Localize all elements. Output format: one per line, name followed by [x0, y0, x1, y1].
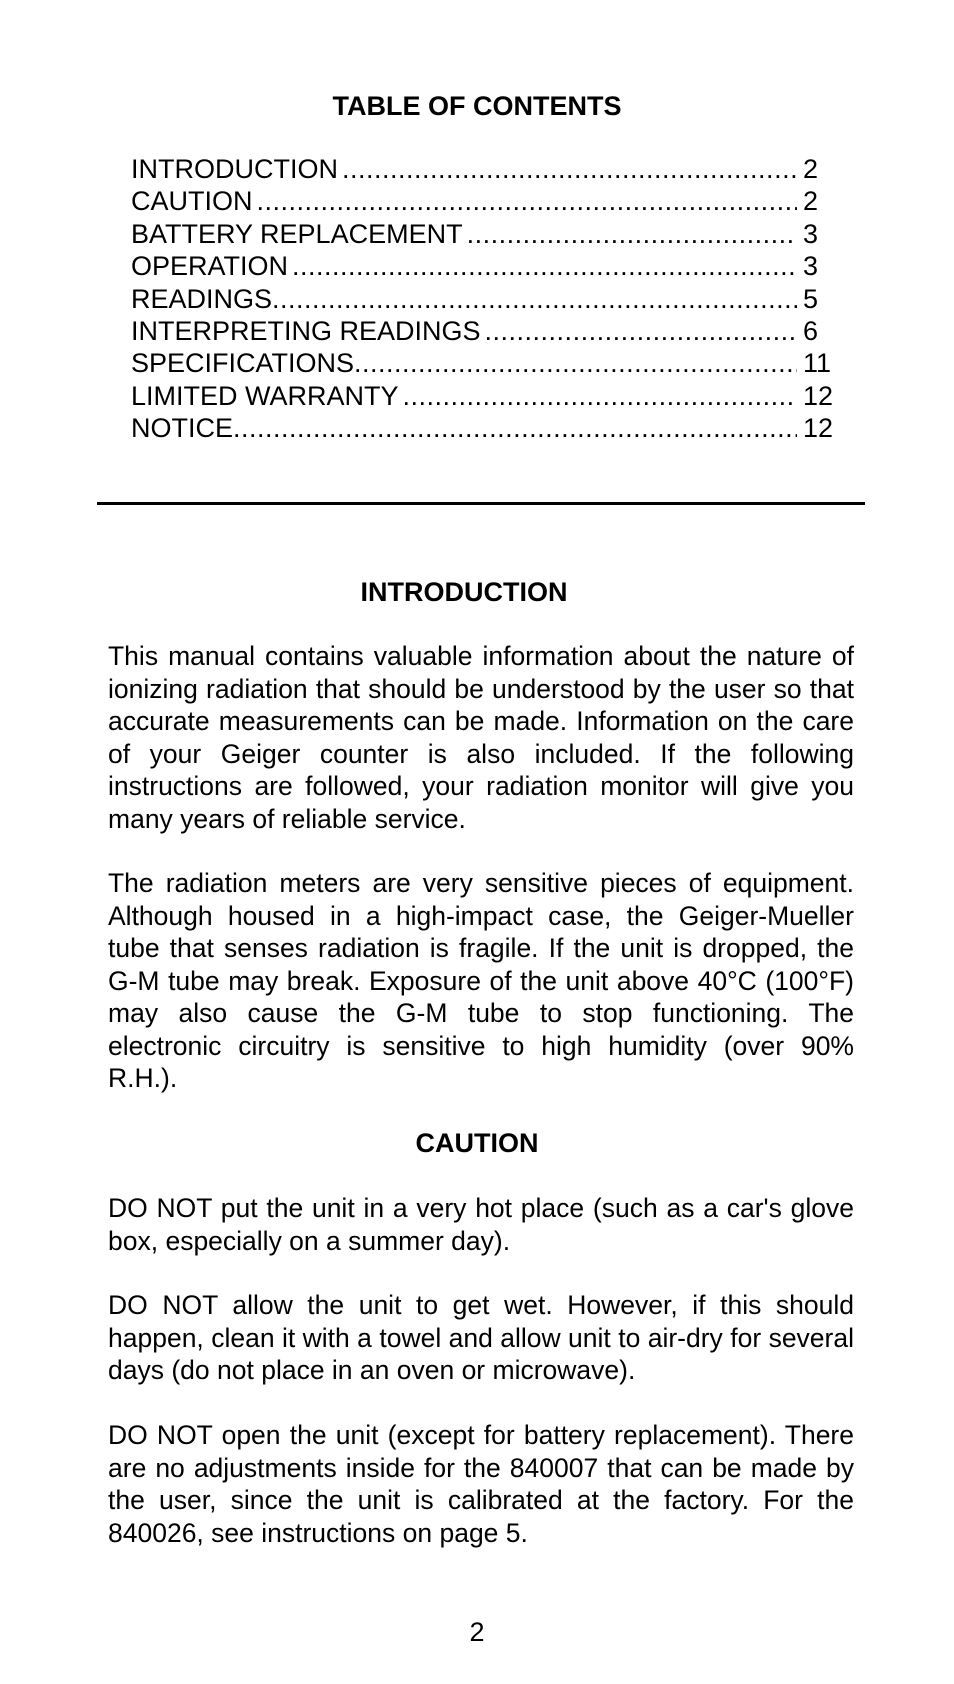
- toc-leader-dots: [233, 412, 797, 444]
- toc-leader-dots: [467, 218, 797, 250]
- toc-entry-battery-replacement: [131, 218, 835, 250]
- toc-entry-page: 3: [803, 218, 819, 249]
- toc-entry-readings: [131, 283, 835, 315]
- toc-entry-page: 3: [803, 251, 819, 282]
- toc-leader-dots: [342, 153, 797, 185]
- toc-entry-page: 6: [803, 316, 819, 347]
- toc-entry-title: BATTERY REPLACEMENT: [131, 218, 463, 249]
- toc-entry-notice: [131, 412, 835, 444]
- toc-leader-dots: [272, 283, 797, 315]
- introduction-paragraph-2: The radiation meters are very sensitive pieces of equipment. Although housed in a high-impact case, the Geiger-Mueller tube that senses radiation is fragile. If the unit is dropped, the G-M tube may break. Exposure of the unit above 40°C (100°F) may also cause the G-M tube to stop functioning. The electronic circuitry is sensitive to high humidity (over 90% R.H.).: [108, 868, 854, 1093]
- toc-leader-dots: [257, 185, 798, 217]
- toc-title: TABLE OF CONTENTS: [332, 91, 622, 121]
- section-divider: [97, 502, 865, 505]
- toc-leader-dots: [292, 250, 797, 282]
- toc-leader-dots: [403, 380, 797, 412]
- toc-entry-page: 5: [803, 283, 819, 314]
- page-number: 2: [469, 1617, 485, 1647]
- toc-entry-title: OPERATION: [131, 251, 289, 282]
- toc-entry-page: 11: [803, 348, 832, 379]
- toc-entry-page: 12: [803, 380, 834, 411]
- toc-entry-title: INTERPRETING READINGS: [131, 316, 481, 347]
- toc-entry-page: 2: [803, 186, 819, 217]
- toc-entry-operation: [131, 250, 835, 282]
- toc-entry-limited-warranty: [131, 380, 835, 412]
- toc-entry-page: 12: [803, 413, 834, 444]
- introduction-paragraph-1: This manual contains valuable information about the nature of ionizing radiation that should be understood by the user so that accurate measurements can be made. Information on the care of your Geiger counter is also included. If the following instructions are followed, your radiation monitor will give you many years of reliable service.: [108, 641, 854, 834]
- introduction-heading: INTRODUCTION: [360, 577, 568, 607]
- toc-entry-page: 2: [803, 154, 819, 184]
- toc-entry-title: READINGS: [131, 283, 273, 314]
- caution-paragraph-1: DO NOT put the unit in a very hot place (such as a car's glove box, especially on a summer day).: [108, 1193, 854, 1256]
- toc-entry-title: SPECIFICATIONS: [131, 348, 355, 379]
- toc-entry-introduction: [131, 153, 835, 185]
- caution-heading: CAUTION: [415, 1128, 539, 1158]
- caution-paragraph-3: DO NOT open the unit (except for battery replacement). There are no adjustments inside for the 840007 that can be made by the user, since the unit is calibrated at the factory. For the 840026, see instructions on page 5.: [108, 1420, 854, 1548]
- toc-entry-title: CAUTION: [131, 186, 253, 217]
- toc-entry-title: NOTICE: [131, 413, 234, 444]
- toc-entry-title: LIMITED WARRANTY: [131, 380, 399, 411]
- caution-paragraph-2: DO NOT allow the unit to get wet. However, if this should happen, clean it with a towel and allow unit to air-dry for several days (do not place in an oven or microwave).: [108, 1290, 854, 1385]
- toc-entry-interpreting-readings: [131, 315, 835, 347]
- toc-leader-dots: [354, 347, 797, 379]
- toc-entry-caution: [131, 185, 835, 217]
- table-of-contents: [131, 153, 835, 445]
- toc-leader-dots: [485, 315, 797, 347]
- toc-entry-specifications: [131, 347, 835, 379]
- toc-entry-title: INTRODUCTION: [131, 154, 338, 184]
